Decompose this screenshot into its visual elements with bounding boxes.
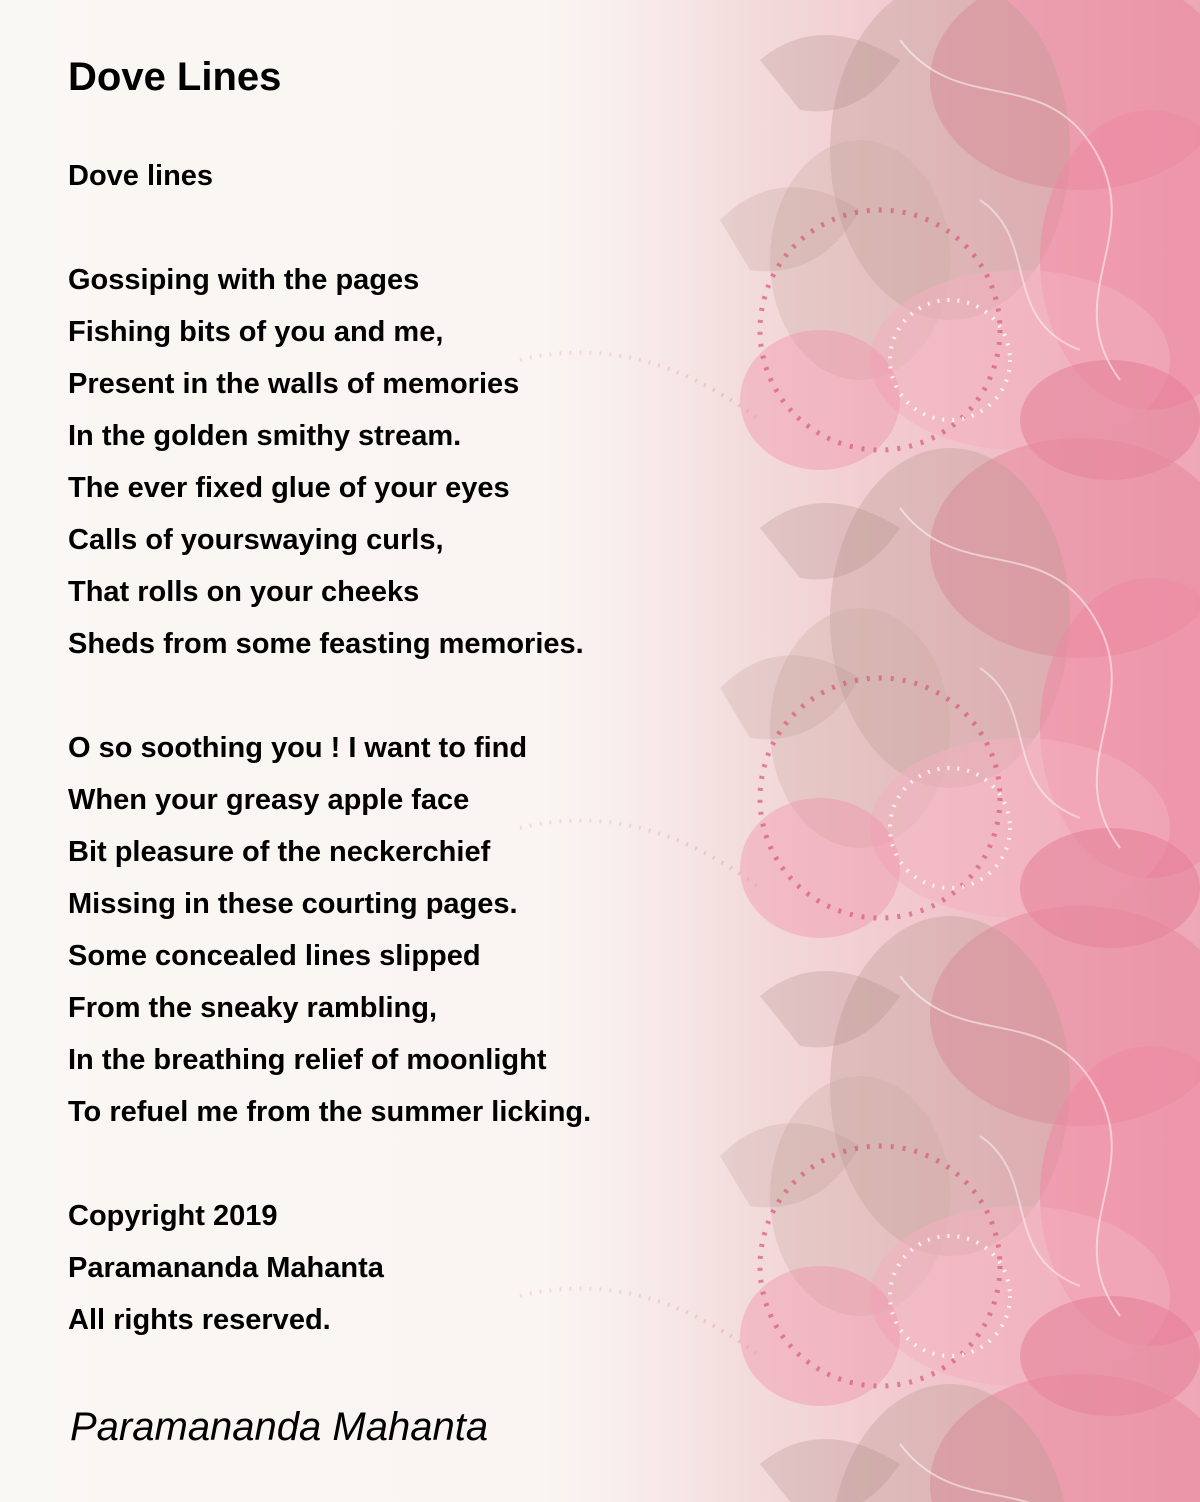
poem-line: The ever fixed glue of your eyes xyxy=(68,472,510,504)
poem-line: Bit pleasure of the neckerchief xyxy=(68,836,491,868)
stanza-copyright xyxy=(68,1190,788,1346)
author-name: Paramananda Mahanta xyxy=(70,1405,489,1449)
poem-line: Gossiping with the pages xyxy=(68,264,420,296)
copyright-line: Copyright 2019 xyxy=(68,1200,278,1232)
poem-line: In the breathing relief of moonlight xyxy=(68,1044,547,1076)
poem-line: When your greasy apple face xyxy=(68,784,470,816)
poem-line: Dove lines xyxy=(68,160,214,192)
stanza-2 xyxy=(68,722,788,1138)
poem-body xyxy=(68,150,788,1398)
poem-line: To refuel me from the summer licking. xyxy=(68,1096,592,1128)
poem-line: Present in the walls of memories xyxy=(68,368,520,400)
poem-line: O so soothing you ! I want to find xyxy=(68,732,528,764)
poem-line: That rolls on your cheeks xyxy=(68,576,420,608)
poem-line: Sheds from some feasting memories. xyxy=(68,628,584,660)
poem-line: Missing in these courting pages. xyxy=(68,888,518,920)
poem-line: In the golden smithy stream. xyxy=(68,420,462,452)
stanza-intro xyxy=(68,150,788,202)
copyright-line: Paramananda Mahanta xyxy=(68,1252,384,1284)
poem-title: Dove Lines xyxy=(68,55,282,99)
poem-line: Some concealed lines slipped xyxy=(68,940,481,972)
poem-line: Fishing bits of you and me, xyxy=(68,316,444,348)
stanza-1 xyxy=(68,254,788,670)
copyright-line: All rights reserved. xyxy=(68,1304,331,1336)
poem-line: From the sneaky rambling, xyxy=(68,992,438,1024)
poem-line: Calls of yourswaying curls, xyxy=(68,524,444,556)
